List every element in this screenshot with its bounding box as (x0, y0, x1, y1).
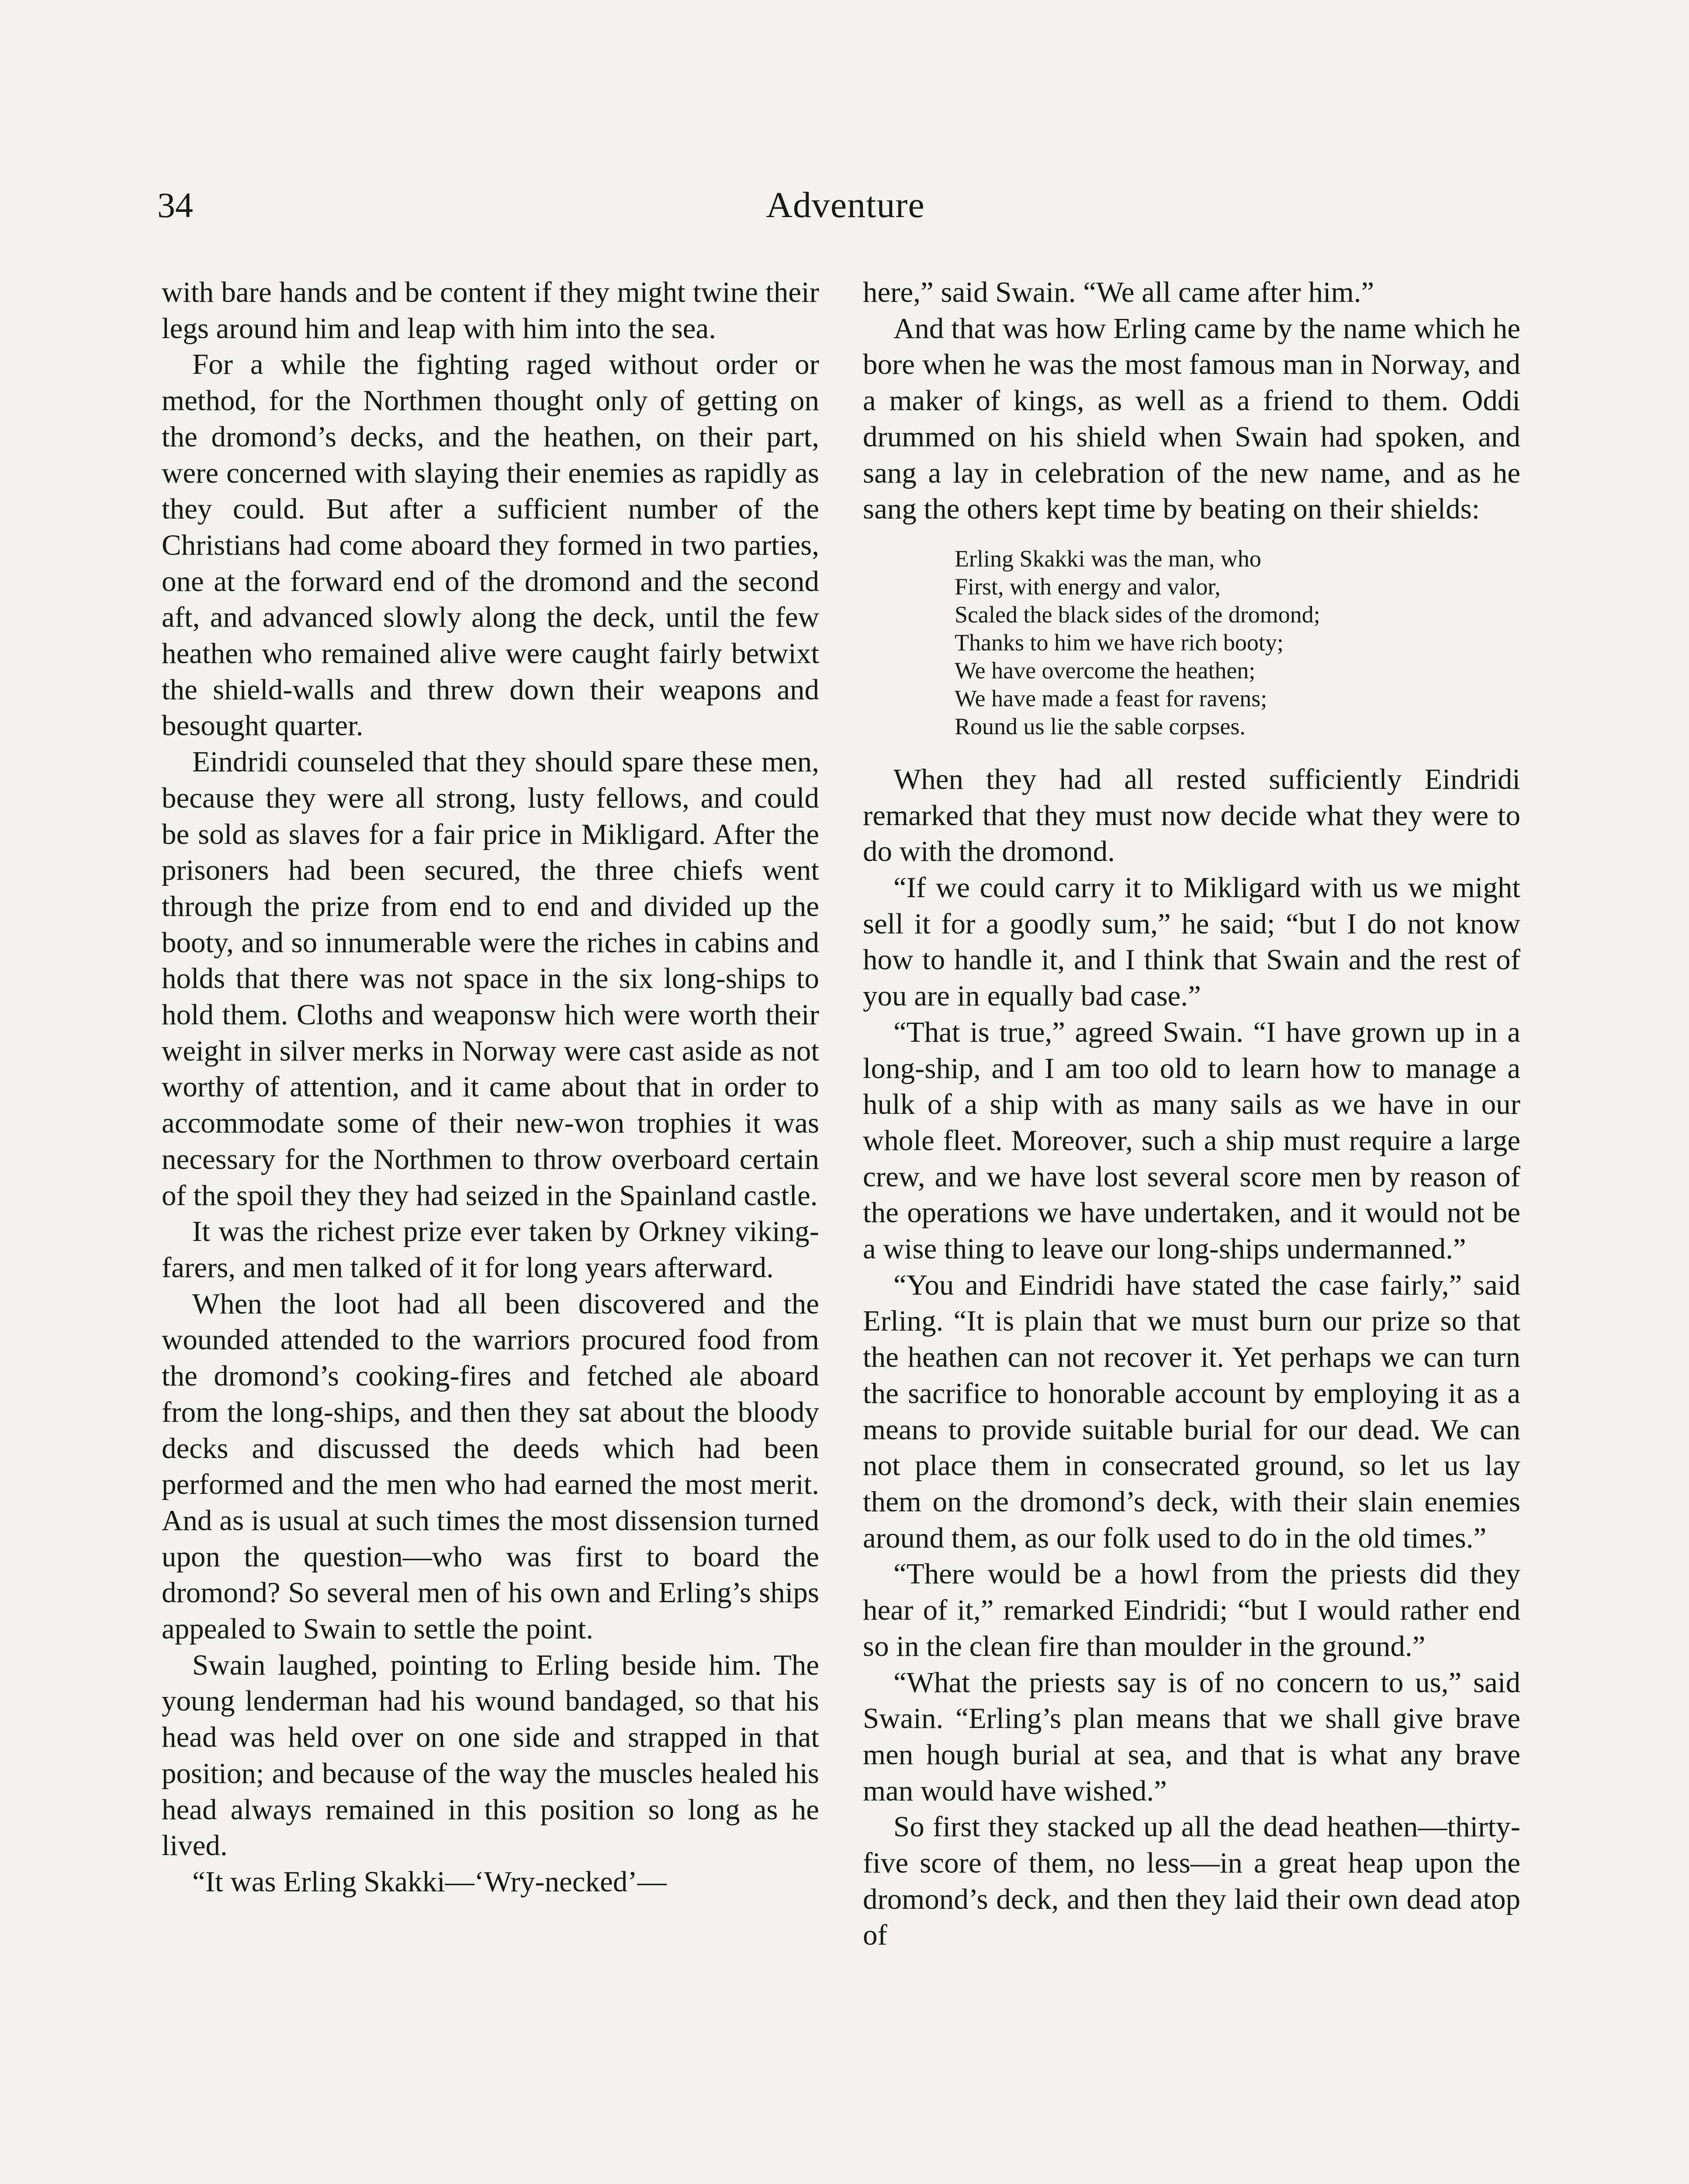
paragraph: here,” said Swain. “We all came after him.” (863, 276, 1374, 308)
page-number: 34 (157, 185, 193, 225)
poem-line: We have made a feast for ravens; (955, 685, 1267, 712)
running-title: Adventure (766, 185, 925, 225)
poem-line: Scaled the black sides of the dromond; (955, 601, 1320, 628)
paragraph: “What the priests say is of no concern to us,” said Swain. “Erling’s plan means that we shall give brave men hough burial at sea, and that is what any brave man would have wished.” (863, 1666, 1520, 1807)
page-header (157, 179, 1533, 232)
paragraph: For a while the fighting raged without order or method, for the Northmen thought only of getting on the dromond’s decks, and the heathen, on their part, were concerned with slaying their enemies as rapidly as they could. But after a sufficient number of the Christians had come aboard they formed in two parties, one at the forward end of the dromond and the second aft, and advanced slowly along the deck, until the few heathen who remained alive were caught fairly betwixt the shield-walls and threw down their weapons and besought quarter. (162, 348, 819, 742)
poem-line: Round us lie the sable corpses. (955, 713, 1246, 740)
paragraph: “There would be a howl from the priests did they hear of it,” remarked Eindridi; “but I would rather end so in the clean fire than moulder in the ground.” (863, 1558, 1520, 1662)
paragraph: “You and Eindridi have stated the case fairly,” said Erling. “It is plain that we must burn our prize so that the heathen can not recover it. Yet perhaps we can turn the sacrifice to honorable account by employing it as a means to provide suitable burial for our dead. We can not place them in consecrated ground, so let us lay them on the dromond’s deck, with their slain enemies around them, as our folk used to do in the old times.” (863, 1268, 1520, 1554)
poem-line: First, with energy and valor, (955, 573, 1221, 600)
paragraph: When they had all rested sufficiently Eindridi remarked that they must now decide what they were to do with the dromond. (863, 763, 1520, 868)
paragraph: Swain laughed, pointing to Erling beside him. The young lenderman had his wound bandaged, so that his head was held over on one side and strapped in that position; and because of the way the muscles healed his head always remained in this position so long as he lived. (162, 1648, 819, 1862)
paragraph: with bare hands and be content if they might twine their legs around him and leap with him into the sea. (162, 276, 819, 345)
right-text-column (863, 274, 1520, 2184)
paragraph: So first they stacked up all the dead heathen—thirty-five score of them, no less—in a great heap upon the dromond’s deck, and then they laid their own dead atop of (863, 1811, 1520, 1952)
paragraph: “That is true,” agreed Swain. “I have grown up in a long-ship, and I am too old to learn how to manage a hulk of a ship with as many sails as we have in our whole fleet. Moreover, such a ship must require a large crew, and we have lost several score men by reason of the operations we have undertaken, and it would not be a wise thing to leave our long-ships undermanned.” (863, 1016, 1520, 1265)
paragraph: “If we could carry it to Mikligard with us we might sell it for a goodly sum,” he said; “but I do not know how to handle it, and I think that Swain and the rest of you are in equally bad case.” (863, 871, 1520, 1013)
paragraph: When the loot had all been discovered and the wounded attended to the warriors procured food from the dromond’s cooking-fires and fetched ale aboard from the long-ships, and then they sat about the bloody decks and discussed the deeds which had been performed and the men who had earned the most merit. And as is usual at such times the most dissension turned upon the question—who was first to board the dromond? So several men of his own and Erling’s ships appealed to Swain to settle the point. (162, 1287, 819, 1645)
poem-line: Erling Skakki was the man, who (955, 545, 1261, 572)
left-text-column (162, 274, 819, 2184)
paragraph: “It was Erling Skakki—‘Wry-necked’— (192, 1865, 667, 1898)
paragraph: Eindridi counseled that they should spare these men, because they were all strong, lusty fellows, and could be sold as slaves for a fair price in Mikligard. After the prisoners had been secured, the three chiefs went through the prize from end to end and divided up the booty, and so innumerable were the riches in cabins and holds that there was not space in the six long-ships to hold them. Cloths and weaponsw hich were worth their weight in silver merks in Norway were cast aside as not worthy of attention, and it came about that in order to accommodate some of their new-won trophies it was necessary for the Northmen to throw overboard certain of the spoil they they had seized in the Spainland castle. (162, 746, 819, 1212)
paragraph: And that was how Erling came by the name which he bore when he was the most famous man in Norway, and a maker of kings, as well as a friend to them. Oddi drummed on his shield when Swain had spoken, and sang a lay in celebration of the new name, and as he sang the others kept time by beating on their shields: (863, 312, 1520, 525)
poem-line: We have overcome the heathen; (955, 657, 1256, 684)
poem-line: Thanks to him we have rich booty; (955, 629, 1284, 656)
paragraph: It was the richest prize ever taken by Orkney viking-farers, and men talked of it for long years afterward. (162, 1215, 819, 1284)
poem-verse (955, 545, 1520, 740)
